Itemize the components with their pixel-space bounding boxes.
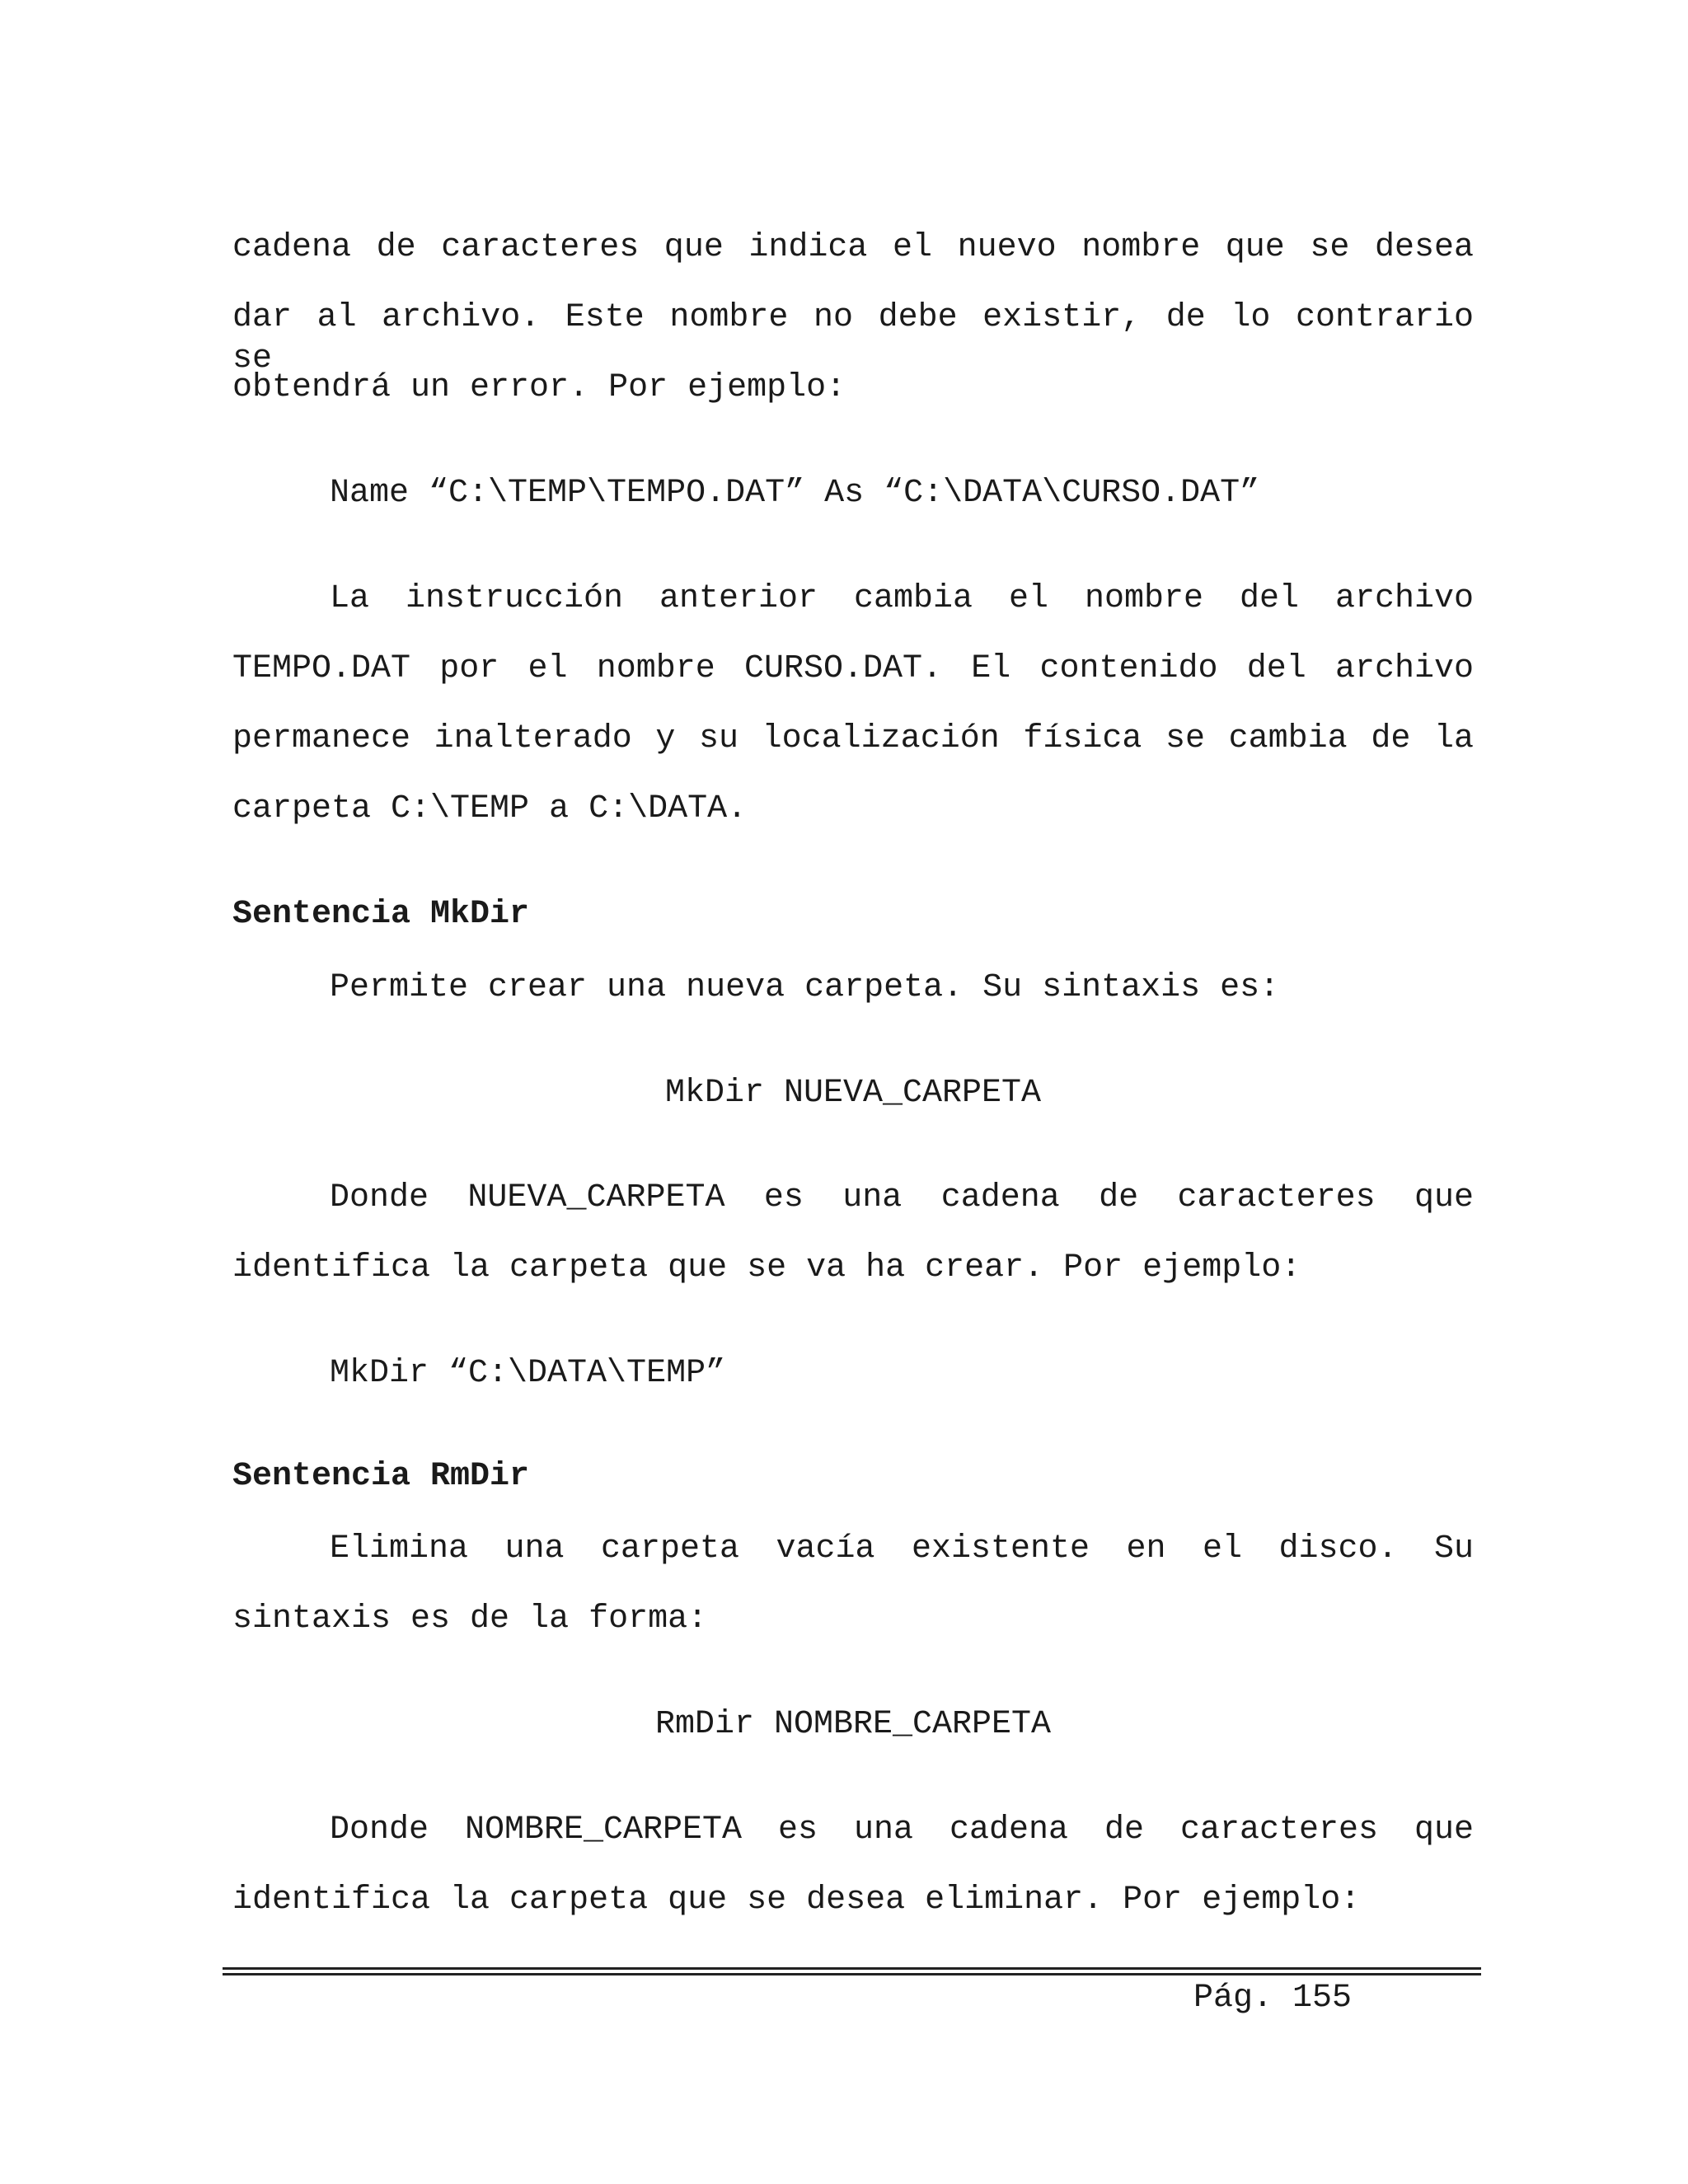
- paragraph-line: Permite crear una nueva carpeta. Su sintaxis es:: [330, 969, 1280, 1006]
- paragraph-line: La instrucción anterior cambia el nombre del archivo: [330, 580, 1474, 617]
- footer-rule-bottom: [223, 1973, 1481, 1975]
- paragraph-line: Donde NOMBRE_CARPETA es una cadena de caracteres que: [330, 1811, 1474, 1849]
- paragraph-line: dar al archivo. Este nombre no debe existir, de lo contrario se: [232, 299, 1474, 377]
- paragraph-line: permanece inalterado y su localización física se cambia de la: [232, 720, 1474, 757]
- paragraph-line: Donde NUEVA_CARPETA es una cadena de caracteres que: [330, 1179, 1474, 1216]
- paragraph-line: obtendrá un error. Por ejemplo:: [232, 369, 846, 406]
- page-number: Pág. 155: [1193, 1980, 1353, 2017]
- syntax-example: RmDir NOMBRE_CARPETA: [654, 1706, 1052, 1743]
- code-example: Name “C:\TEMP\TEMPO.DAT” As “C:\DATA\CURSO.DAT”: [330, 475, 1260, 512]
- paragraph-line: identifica la carpeta que se desea eliminar. Por ejemplo:: [232, 1882, 1361, 1919]
- footer-rule-top: [223, 1967, 1481, 1970]
- code-example: MkDir “C:\DATA\TEMP”: [330, 1355, 726, 1392]
- paragraph-line: Elimina una carpeta vacía existente en el disco. Su: [330, 1530, 1474, 1568]
- section-heading-mkdir: Sentencia MkDir: [232, 896, 530, 933]
- section-heading-rmdir: Sentencia RmDir: [232, 1458, 530, 1495]
- paragraph-line: sintaxis es de la forma:: [232, 1601, 708, 1638]
- paragraph-line: TEMPO.DAT por el nombre CURSO.DAT. El contenido del archivo: [232, 650, 1474, 687]
- paragraph-line: carpeta C:\TEMP a C:\DATA.: [232, 790, 748, 827]
- paragraph-line: identifica la carpeta que se va ha crear. Por ejemplo:: [232, 1249, 1301, 1286]
- syntax-example: MkDir NUEVA_CARPETA: [664, 1075, 1042, 1112]
- paragraph-line: cadena de caracteres que indica el nuevo nombre que se desea: [232, 229, 1474, 266]
